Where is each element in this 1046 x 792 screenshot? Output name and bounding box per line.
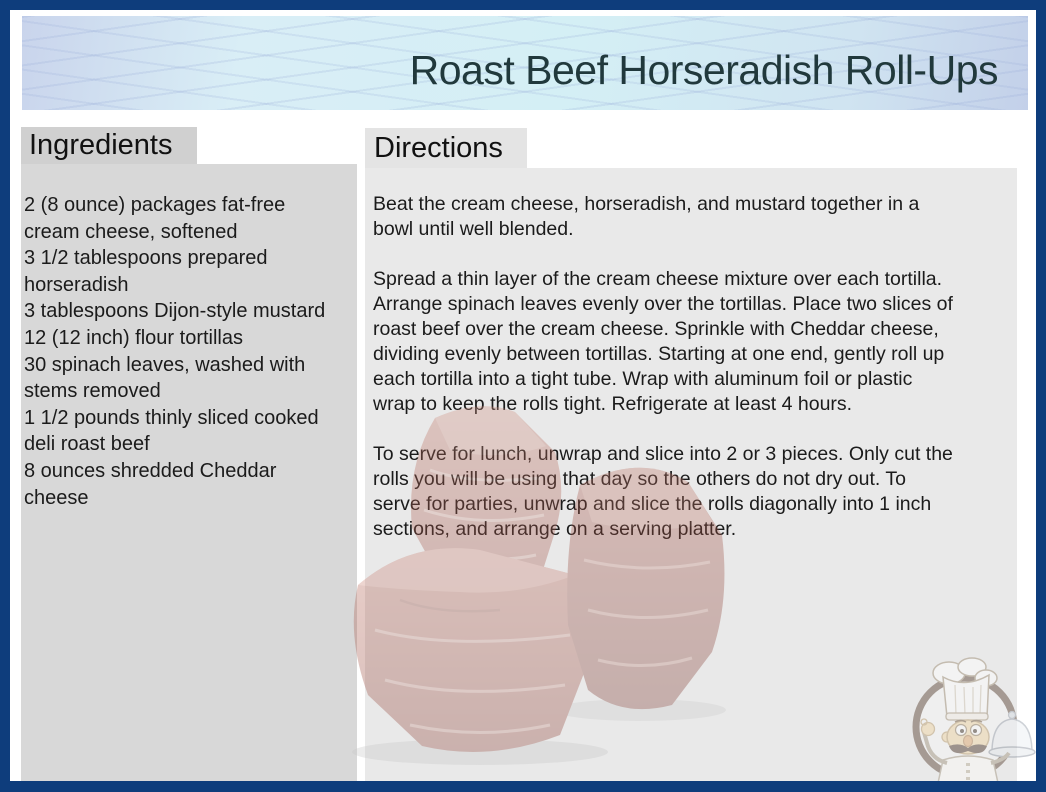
text-line: 1 1/2 pounds thinly sliced cooked — [24, 406, 319, 429]
text-line: Beat the cream cheese, horseradish, and mustard together in a — [373, 193, 920, 215]
text-line: To serve for lunch, unwrap and slice into 2 or 3 pieces. Only cut the — [373, 443, 953, 465]
text-line: roast beef over the cream cheese. Sprinkle with Cheddar cheese, — [373, 318, 939, 340]
text-line: cheese — [24, 486, 89, 509]
ingredients-heading: Ingredients — [21, 127, 197, 164]
text-line: each tortilla into a tight tube. Wrap with aluminum foil or plastic — [373, 368, 913, 390]
page-header — [22, 16, 1028, 110]
text-line: dividing evenly between tortillas. Starting at one end, gently roll up — [373, 343, 945, 365]
text-line: 30 spinach leaves, washed with — [24, 353, 306, 376]
text-line: wrap to keep the rolls tight. Refrigerate at least 4 hours. — [373, 393, 853, 415]
text-line: cream cheese, softened — [24, 220, 238, 243]
text-line: 8 ounces shredded Cheddar — [24, 459, 277, 482]
text-line: rolls you will be using that day so the others do not dry out. To — [373, 468, 906, 490]
directions-paragraph — [373, 192, 1011, 242]
text-line: serve for parties, unwrap and slice the rolls diagonally into 1 inch — [373, 493, 932, 515]
text-line: deli roast beef — [24, 433, 150, 456]
directions-paragraph — [373, 267, 1011, 417]
text-line: 12 (12 inch) flour tortillas — [24, 326, 243, 349]
directions-paragraph — [373, 442, 1011, 542]
text-line: 3 tablespoons Dijon-style mustard — [24, 300, 326, 323]
text-line: Arrange spinach leaves evenly over the tortillas. Place two slices of — [373, 293, 953, 315]
directions-text — [365, 168, 1017, 781]
directions-heading: Directions — [365, 128, 527, 168]
text-line: 2 (8 ounce) packages fat-free — [24, 194, 286, 216]
ingredients-list — [21, 164, 357, 781]
text-line: horseradish — [24, 273, 129, 296]
text-line: stems removed — [24, 380, 161, 403]
text-line: 3 1/2 tablespoons prepared — [24, 247, 268, 270]
text-line: bowl until well blended. — [373, 218, 574, 240]
text-line: Spread a thin layer of the cream cheese mixture over each tortilla. — [373, 268, 943, 290]
page-title: Roast Beef Horseradish Roll-Ups — [409, 46, 998, 93]
text-line: sections, and arrange on a serving platter. — [373, 518, 737, 540]
